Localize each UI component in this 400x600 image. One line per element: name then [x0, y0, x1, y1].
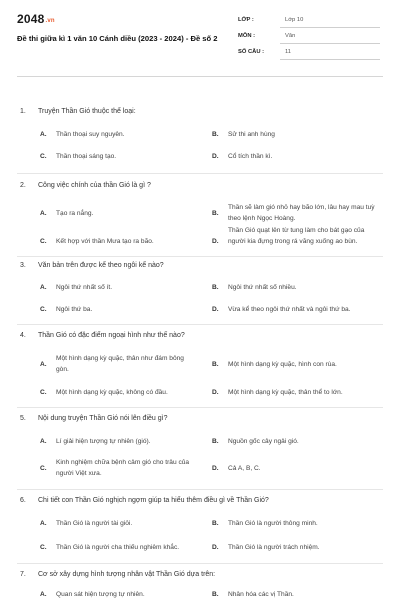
option-letter: C. [40, 153, 47, 160]
option-letter: B. [212, 284, 219, 291]
meta-count-key: SỐ CÂU : [238, 49, 265, 55]
page-title: Đề thi giữa kì 1 văn 10 Cánh diều (2023 - 2024) - Đề số 2 [17, 34, 218, 43]
option-text: Thần Gió là người thông minh. [228, 520, 318, 527]
meta-subject-value: Văn [285, 33, 296, 39]
meta-class-value: Lớp 10 [285, 17, 304, 23]
option-text: Ngôi thứ nhất số ít. [56, 284, 113, 291]
logo-suffix: .vn [45, 18, 55, 24]
question-6 [20, 497, 269, 504]
question-3 [20, 262, 164, 269]
option-7a[interactable] [40, 589, 200, 600]
option-text: Ngôi thứ nhất số nhiều. [228, 284, 297, 291]
option-text: Kết hợp với thần Mưa tạo ra bão. [56, 238, 154, 245]
question-1 [20, 108, 136, 115]
option-letter: C. [40, 544, 47, 551]
option-letter: A. [40, 131, 47, 138]
question-text: Truyện Thần Gió thuộc thể loại: [38, 108, 136, 115]
question-text: Công việc chính của thần Gió là gì ? [38, 182, 151, 189]
option-1d[interactable] [212, 151, 382, 162]
option-1b[interactable] [212, 129, 382, 140]
option-text: Thần Gió quạt lên từ tung làm cho bát gạo của người kia đựng trong rá văng xuống ao bùn. [228, 227, 365, 245]
option-2d[interactable] [212, 225, 382, 258]
option-letter: D. [212, 465, 219, 472]
option-letter: D. [212, 153, 219, 160]
question-number: 1. [20, 108, 26, 115]
option-4c[interactable] [40, 387, 200, 398]
question-separator [17, 407, 383, 408]
option-letter: A. [40, 438, 47, 445]
option-text: Thần thoại sáng tạo. [56, 153, 117, 160]
option-5d[interactable] [212, 463, 382, 474]
option-letter: B. [212, 361, 219, 368]
meta-class-key: LỚP : [238, 17, 254, 23]
question-separator [17, 324, 383, 325]
option-letter: B. [212, 210, 219, 217]
meta-count-value: 11 [285, 49, 292, 55]
option-4d[interactable] [212, 387, 382, 398]
option-letter: B. [212, 438, 219, 445]
option-letter: A. [40, 210, 47, 217]
question-7 [20, 571, 215, 578]
question-number: 4. [20, 332, 26, 339]
option-2a[interactable] [40, 208, 200, 219]
option-letter: D. [212, 544, 219, 551]
meta-subject-key: MÔN : [238, 33, 256, 39]
option-text: Nhân hóa các vị Thần. [228, 591, 294, 598]
option-letter: A. [40, 520, 47, 527]
option-letter: B. [212, 591, 219, 598]
option-letter: C. [40, 465, 47, 472]
option-text: Một hình dạng kỳ quặc, thân thể to lớn. [228, 389, 343, 396]
option-letter: C. [40, 306, 47, 313]
question-separator [17, 256, 383, 257]
option-text: Cả A, B, C. [228, 465, 261, 472]
option-letter: C. [40, 389, 47, 396]
option-text: Cổ tích thần kì. [228, 153, 273, 160]
option-text: Lí giải hiện tượng tự nhiên (gió). [56, 438, 151, 445]
option-text: Ngôi thứ ba. [56, 306, 93, 313]
question-number: 2. [20, 182, 26, 189]
option-3b[interactable] [212, 282, 382, 293]
question-separator [17, 563, 383, 564]
option-7b[interactable] [212, 589, 382, 600]
option-5b[interactable] [212, 436, 382, 447]
option-1a[interactable] [40, 129, 200, 140]
option-letter: D. [212, 306, 219, 313]
option-text: Vừa kể theo ngôi thứ nhất và ngôi thứ ba. [228, 306, 351, 313]
option-text: Một hình dạng kỳ quặc, không có đầu. [56, 389, 168, 396]
option-letter: B. [212, 520, 219, 527]
option-letter: D. [212, 238, 219, 245]
option-text: Thần Gió là người trách nhiệm. [228, 544, 320, 551]
option-letter: A. [40, 361, 47, 368]
option-text: Thần thoại suy nguyên. [56, 131, 125, 138]
logo-text: 2048 [17, 12, 45, 26]
question-4 [20, 332, 185, 339]
option-6b[interactable] [212, 518, 382, 529]
question-separator [17, 489, 383, 490]
question-number: 7. [20, 571, 26, 578]
option-6a[interactable] [40, 518, 200, 529]
option-text: Một hình dạng kỳ quặc, thân như đám bông gòn. [56, 355, 184, 373]
question-text: Chi tiết con Thần Gió nghịch ngợm giúp ta hiểu thêm điều gì về Thần Gió? [38, 497, 269, 504]
option-text: Kinh nghiệm chữa bệnh cảm gió cho trâu của người Việt xưa. [56, 459, 190, 477]
option-5a[interactable] [40, 436, 200, 447]
option-6d[interactable] [212, 542, 382, 553]
option-text: Tạo ra nắng. [56, 210, 94, 217]
question-text: Văn bản trên được kể theo ngôi kể nào? [38, 262, 164, 269]
option-4b[interactable] [212, 359, 382, 370]
option-text: Nguồn gốc cây ngải gió. [228, 438, 299, 445]
question-separator [17, 173, 383, 174]
option-letter: D. [212, 389, 219, 396]
question-number: 3. [20, 262, 26, 269]
question-number: 5. [20, 415, 26, 422]
option-4a[interactable] [40, 353, 200, 375]
option-2b[interactable] [212, 202, 382, 224]
question-text: Thần Gió có đặc điểm ngoại hình như thế nào? [38, 332, 185, 339]
option-letter: B. [212, 131, 219, 138]
option-letter: A. [40, 284, 47, 291]
option-letter: C. [40, 238, 47, 245]
question-text: Nội dung truyện Thần Gió nói lên điều gì? [38, 415, 168, 422]
option-text: Thần sẽ làm gió nhỏ hay bão lớn, lâu hay mau tuỳ theo lệnh Ngọc Hoàng. [228, 204, 375, 222]
question-text: Cơ sở xây dựng hình tượng nhân vật Thần Gió dựa trên: [38, 571, 216, 578]
option-3a[interactable] [40, 282, 200, 293]
option-text: Thần Gió là người tài giỏi. [56, 520, 133, 527]
option-6c[interactable] [40, 542, 200, 553]
question-5 [20, 415, 167, 422]
option-text: Sử thi anh hùng [228, 131, 275, 138]
option-letter: A. [40, 591, 47, 598]
option-3d[interactable] [212, 304, 382, 315]
question-2 [20, 182, 151, 189]
option-text: Thần Gió là người cha thiếu nghiêm khắc. [56, 544, 180, 551]
question-number: 6. [20, 497, 26, 504]
option-3c[interactable] [40, 304, 200, 315]
option-text: Quan sát hiện tượng tự nhiên. [56, 591, 145, 598]
option-1c[interactable] [40, 151, 200, 162]
option-5c[interactable] [40, 457, 200, 479]
option-2c[interactable] [40, 236, 200, 247]
option-text: Một hình dạng kỳ quặc, hình con rùa. [228, 361, 337, 368]
